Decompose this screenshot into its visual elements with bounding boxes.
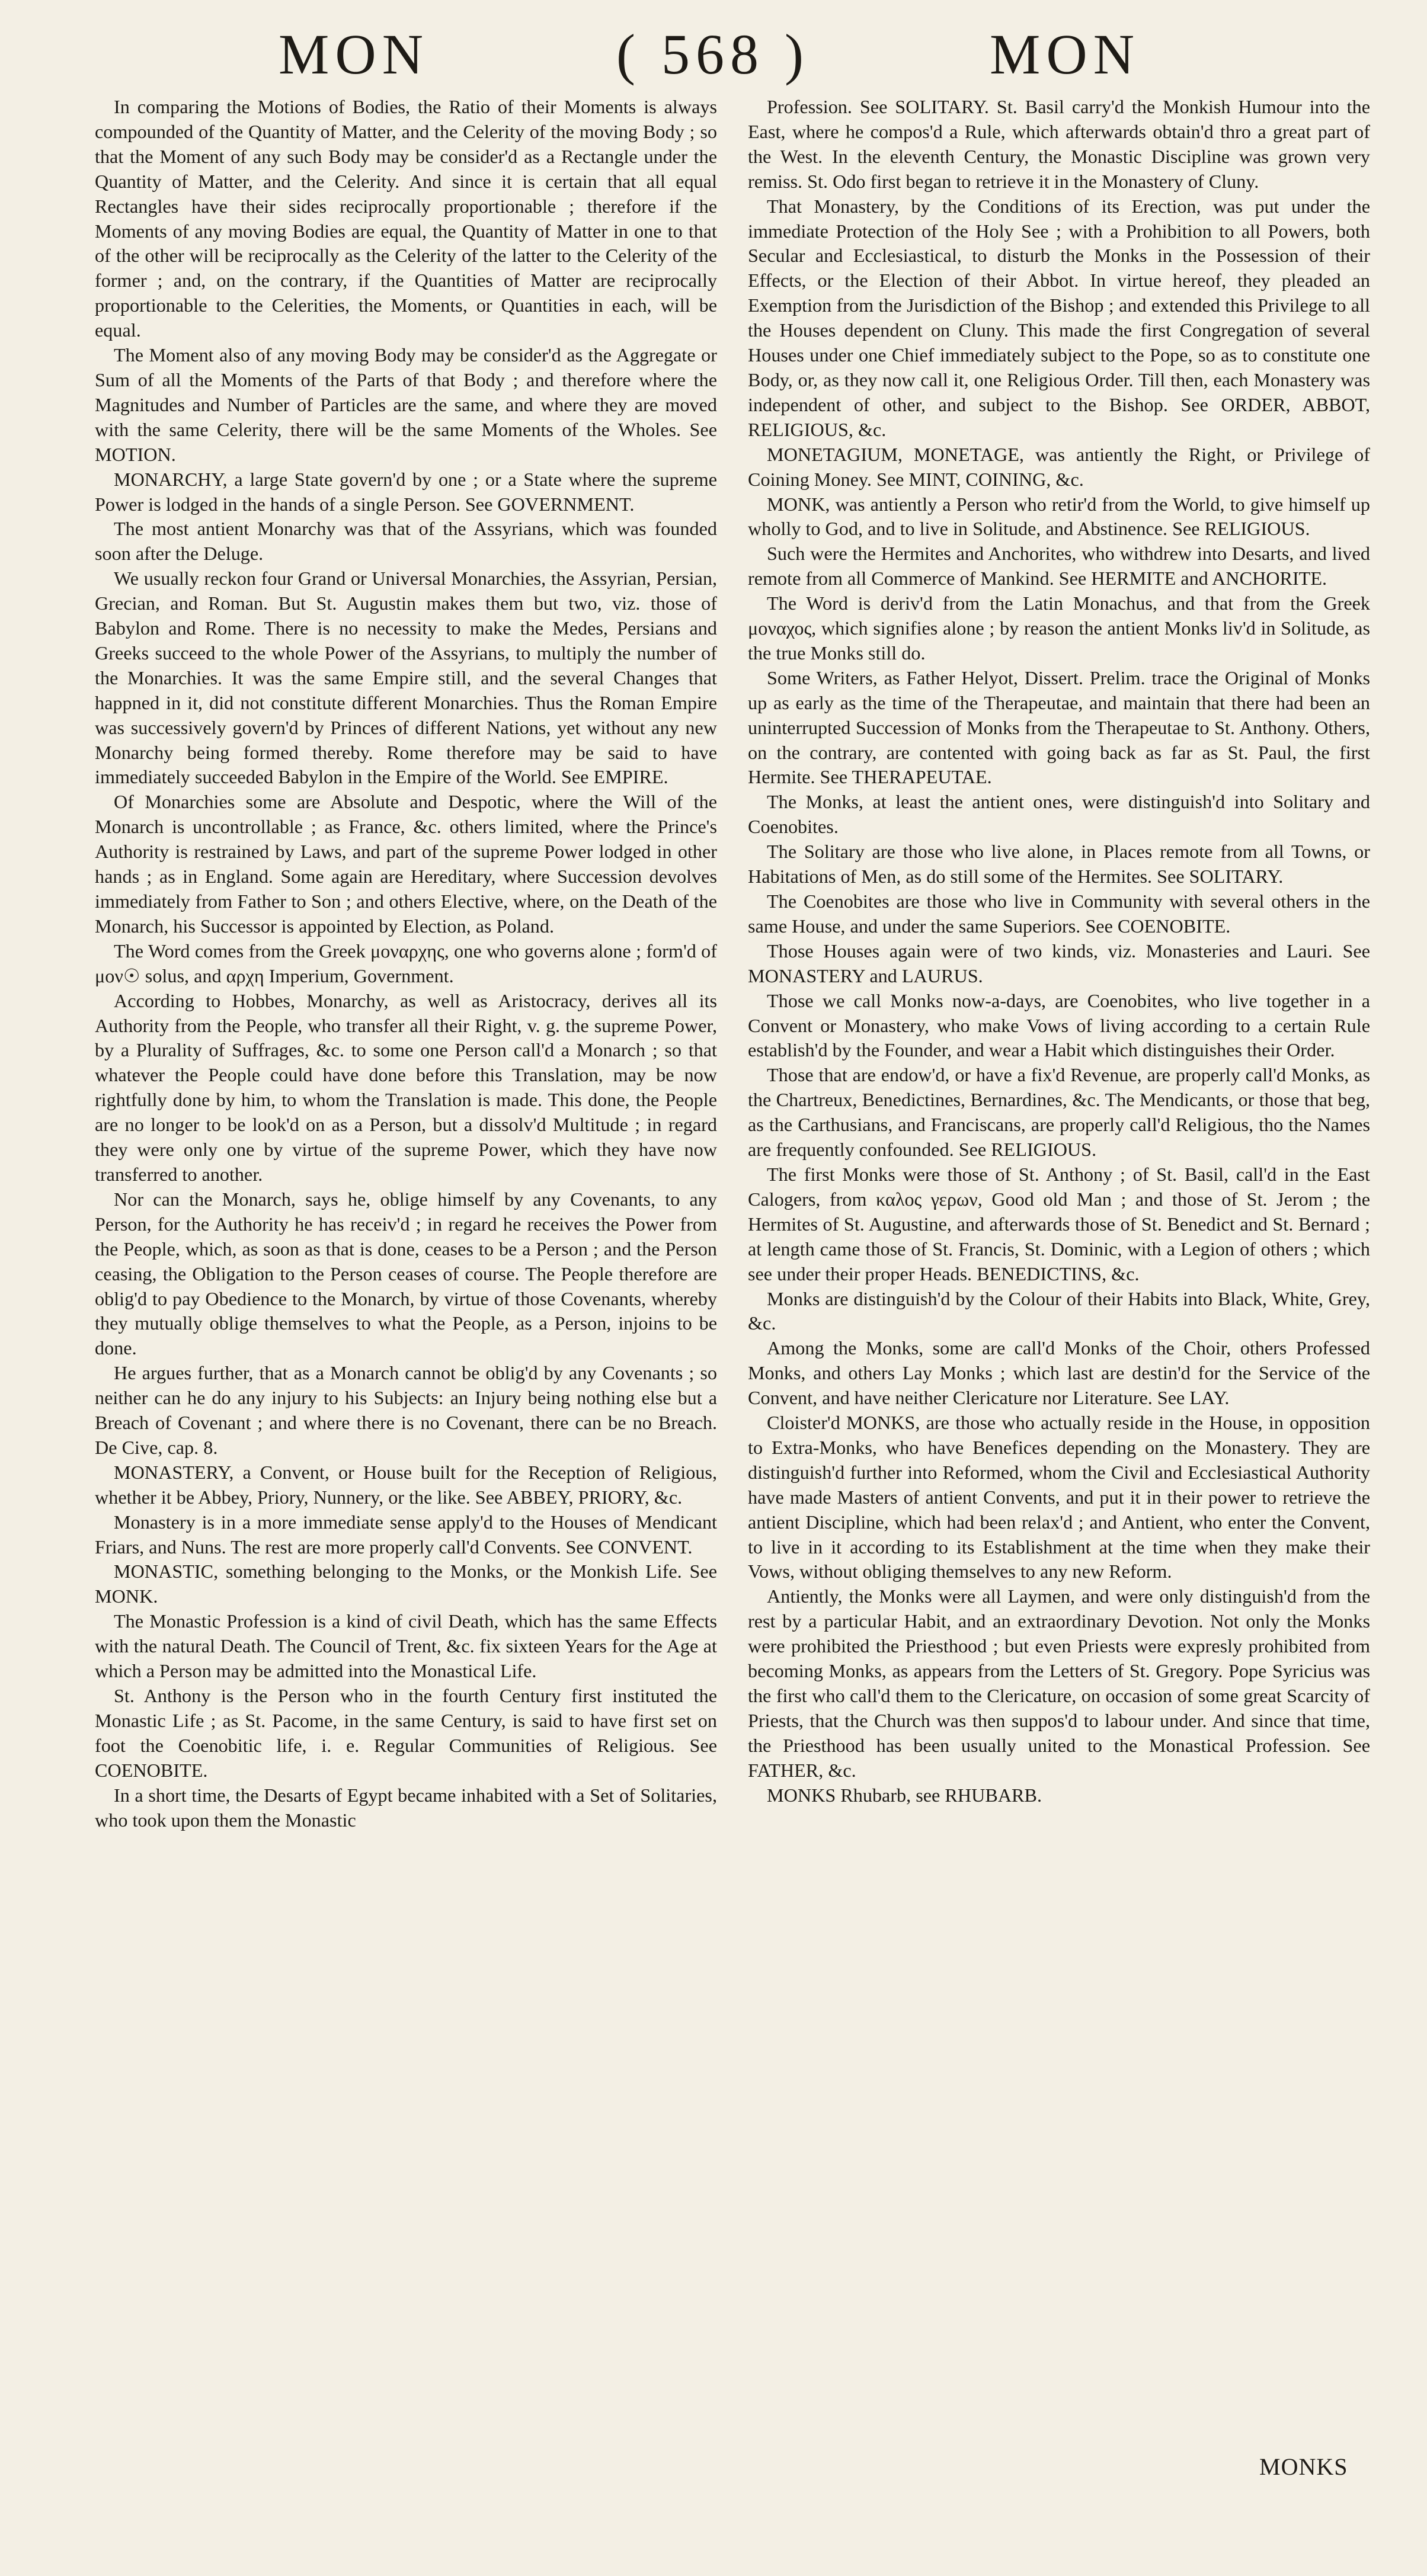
paragraph: In comparing the Motions of Bodies, the Ratio of their Moments is always compounded of the Quantity of Matter, and the Celerity of the moving Body ; so that the Moment of any such Body may be consider'd as a Rectangle under the Quantity of Matter, and the Celerity. And since it is certain that all equal Rectangles have their sides reciprocally proportionable ; therefore if the Moments of any moving Bodies are equal, the Quantity of Matter in one to that of the other will be reciprocally as the Celerity of the latter to the Celerity of the former ; and, on the contrary, if the Quantities of Matter are reciprocally proportionable to the Celerities, the Moments, or Quantities in each, will be equal.: [95, 96, 717, 341]
paragraph: Antiently, the Monks were all Laymen, and were only distinguish'd from the rest by a particular Habit, and an extraordinary Devotion. Not only the Monks were prohibited the Priesthood ; but even Priests were expresly prohibited from becoming Monks, as appears from the Letters of St. Gregory. Pope Syricius was the first who call'd them to the Clericature, on occasion of some great Scarcity of Priests, that the Church was then suppos'd to labour under. And since that time, the Priesthood has been usually united to the Monastical Profession. See FATHER, &c.: [748, 1585, 1370, 1781]
page-header: [0, 21, 1427, 86]
paragraph: We usually reckon four Grand or Universal Monarchies, the Assyrian, Persian, Grecian, and Roman. But St. Augustin makes them but two, viz. those of Babylon and Rome. There is no necessity to make the Medes, Persians and Greeks succeed to the whole Power of the Assyrians, to multiply the number of the Monarchies. It was the same Empire still, and the several Changes that happned in it, did not constitute different Monarchies. Thus the Roman Empire was successively govern'd by Princes of different Nations, yet without any new Monarchy being formed thereby. Rome therefore may be said to have immediately succeeded Babylon in the Empire of the World. See EMPIRE.: [95, 568, 717, 788]
paragraph: MONARCHY, a large State govern'd by one ; or a State where the supreme Power is lodged in the hands of a single Person. See GOVERNMENT.: [95, 468, 717, 515]
paragraph: St. Anthony is the Person who in the fourth Century first instituted the Monastic Life ; as St. Pacome, in the same Century, is said to have first set on foot the Coenobitic life, i. e. Regular Communities of Religious. See COENOBITE.: [95, 1685, 717, 1781]
paragraph: That Monastery, by the Conditions of its Erection, was put under the immediate Protection of the Holy See ; with a Prohibition to all Powers, both Secular and Ecclesiastical, to disturb the Monks in the Possession of their Effects, or the Election of their Abbot. In virtue hereof, they pleaded an Exemption from the Jurisdiction of the Bishop ; and extended this Privilege to all the Houses dependent on Cluny. This made the first Congregation of several Houses under one Chief immediately subject to the Pope, so as to constitute one Body, or, as they now call it, one Religious Order. Till then, each Monastery was independent of other, and subject to the Bishop. See ORDER, ABBOT, RELIGIOUS, &c.: [748, 195, 1370, 440]
left-column: [95, 95, 717, 1832]
paragraph: The Solitary are those who live alone, in Places remote from all Towns, or Habitations of Men, as do still some of the Hermites. See SOLITARY.: [748, 841, 1370, 887]
catchword: MONKS: [1259, 2453, 1348, 2480]
paragraph: Profession. See SOLITARY. St. Basil carry'd the Monkish Humour into the East, where he compos'd a Rule, which afterwards obtain'd thro a great part of the West. In the eleventh Century, the Monastic Discipline was grown very remiss. St. Odo first began to retrieve it in the Monastery of Cluny.: [748, 96, 1370, 192]
right-column: [748, 95, 1370, 1808]
paragraph: MONASTIC, something belonging to the Monks, or the Monkish Life. See MONK.: [95, 1561, 717, 1607]
paragraph: MONK, was antiently a Person who retir'd from the World, to give himself up wholly to God, and to live in Solitude, and Abstinence. See RELIGIOUS.: [748, 493, 1370, 540]
paragraph: Of Monarchies some are Absolute and Despotic, where the Will of the Monarch is uncontrollable ; as France, &c. others limited, where the Prince's Authority is restrained by Laws, and part of the supreme Power lodged in other hands ; as in England. Some again are Hereditary, where Succession devolves immediately from Father to Son ; and others Elective, where, on the Death of the Monarch, his Successor is appointed by Election, as Poland.: [95, 791, 717, 937]
paragraph: MONKS Rhubarb, see RHUBARB.: [767, 1784, 1042, 1806]
paragraph: MONASTERY, a Convent, or House built for the Reception of Religious, whether it be Abbey, Priory, Nunnery, or the like. See ABBEY, PRIORY, &c.: [95, 1461, 717, 1508]
paragraph: Those that are endow'd, or have a fix'd Revenue, are properly call'd Monks, as the Chartreux, Benedictines, Bernardines, &c. The Mendicants, or those that beg, as the Carthusians, and Franciscans, are properly call'd Religious, tho the Names are frequently confounded. See RELIGIOUS.: [748, 1064, 1370, 1161]
paragraph: The Monastic Profession is a kind of civil Death, which has the same Effects with the natural Death. The Council of Trent, &c. fix sixteen Years for the Age at which a Person may be admitted into the Monastical Life.: [95, 1610, 717, 1682]
paragraph: Such were the Hermites and Anchorites, who withdrew into Desarts, and lived remote from all Commerce of Mankind. See HERMITE and ANCHORITE.: [748, 543, 1370, 589]
paragraph: Monks are distinguish'd by the Colour of their Habits into Black, White, Grey, &c.: [748, 1287, 1370, 1334]
paragraph: Among the Monks, some are call'd Monks of the Choir, others Professed Monks, and others Lay Monks ; which last are destin'd for the Service of the Convent, and have neither Clericature nor Literature. See LAY.: [748, 1337, 1370, 1409]
paragraph: Cloister'd MONKS, are those who actually reside in the House, in opposition to Extra-Monks, who have Benefices depending on the Monastery. They are distinguish'd further into Reformed, whom the Civil and Ecclesiastical Authority have made Masters of antient Convents, and put it in their power to retrieve the antient Discipline, which had been relax'd ; and Antient, who enter the Convent, to live in it according to its Establishment at the time when they make their Vows, without obliging themselves to any new Reform.: [748, 1412, 1370, 1582]
header-left-headword: MON: [279, 23, 430, 86]
paragraph: In a short time, the Desarts of Egypt became inhabited with a Set of Solitaries, who took upon them the Monastic: [95, 1784, 717, 1831]
paragraph: Nor can the Monarch, says he, oblige himself by any Covenants, to any Person, for the Authority he has receiv'd ; in regard he receives the Power from the People, which, as soon as that is done, ceases to be a Person ; and the Person ceasing, the Obligation to the Person ceases of course. The People therefore are oblig'd to pay Obedience to the Monarch, by virtue of those Covenants, whereby they mutually oblige themselves to what the People, as a Person, injoins to be done.: [95, 1188, 717, 1359]
paragraph: The Word is deriv'd from the Latin Monachus, and that from the Greek μοναχος, which signifies alone ; by reason the antient Monks liv'd in Solitude, as the true Monks still do.: [748, 592, 1370, 664]
paragraph: Those we call Monks now-a-days, are Coenobites, who live together in a Convent or Monastery, who make Vows of living according to a certain Rule establish'd by the Founder, and wear a Habit which distinguishes their Order.: [748, 989, 1370, 1061]
paragraph: MONETAGIUM, MONETAGE, was antiently the Right, or Privilege of Coining Money. See MINT, COINING, &c.: [748, 443, 1370, 490]
paragraph: Some Writers, as Father Helyot, Dissert. Prelim. trace the Original of Monks up as early as the time of the Therapeutae, and maintain that there had been an uninterrupted Succession of Monks from the Therapeutae to St. Anthony. Others, on the contrary, are contented with going back as far as St. Paul, the first Hermite. See THERAPEUTAE.: [748, 667, 1370, 788]
paragraph: The Monks, at least the antient ones, were distinguish'd into Solitary and Coenobites.: [748, 791, 1370, 838]
paragraph: The most antient Monarchy was that of the Assyrians, which was founded soon after the Deluge.: [95, 518, 717, 565]
paragraph: The Moment also of any moving Body may be consider'd as the Aggregate or Sum of all the Moments of the Parts of that Body ; and therefore where the Magnitudes and Number of Particles are the same, and where they are moved with the same Celerity, there will be the same Moments of the Wholes. See MOTION.: [95, 344, 717, 465]
paragraph: Those Houses again were of two kinds, viz. Monasteries and Lauri. See MONASTERY and LAURUS.: [748, 940, 1370, 986]
paragraph: He argues further, that as a Monarch cannot be oblig'd by any Covenants ; so neither can he do any injury to his Subjects: an Injury being nothing else but a Breach of Covenant ; and where there is no Covenant, there can be no Breach. De Cive, cap. 8.: [95, 1362, 717, 1458]
paragraph: Monastery is in a more immediate sense apply'd to the Houses of Mendicant Friars, and Nuns. The rest are more properly call'd Convents. See CONVENT.: [95, 1511, 717, 1558]
page-number: ( 568 ): [616, 23, 810, 86]
paragraph: The Word comes from the Greek μοναρχης, one who governs alone ; form'd of μον☉ solus, and αρχη Imperium, Government.: [95, 940, 717, 986]
header-right-headword: MON: [990, 23, 1141, 86]
paragraph: According to Hobbes, Monarchy, as well as Aristocracy, derives all its Authority from the People, who transfer all their Right, v. g. the supreme Power, by a Plurality of Suffrages, &c. to some one Person call'd a Monarch ; so that whatever the People could have done before this Translation, may be now rightfully done by him, to whom the Translation is made. This done, the People are no longer to be look'd on as a Person, but a dissolv'd Multitude ; in regard they were only one by virtue of the supreme Power, which they have now transferred to another.: [95, 989, 717, 1185]
paragraph: The first Monks were those of St. Anthony ; of St. Basil, call'd in the East Calogers, from καλος γερων, Good old Man ; and those of St. Jerom ; the Hermites of St. Augustine, and afterwards those of St. Benedict and St. Bernard ; at length came those of St. Francis, St. Dominic, with a Legion of others ; which see under their proper Heads. BENEDICTINS, &c.: [748, 1163, 1370, 1284]
paragraph: The Coenobites are those who live in Community with several others in the same House, and under the same Superiors. See COENOBITE.: [748, 890, 1370, 937]
